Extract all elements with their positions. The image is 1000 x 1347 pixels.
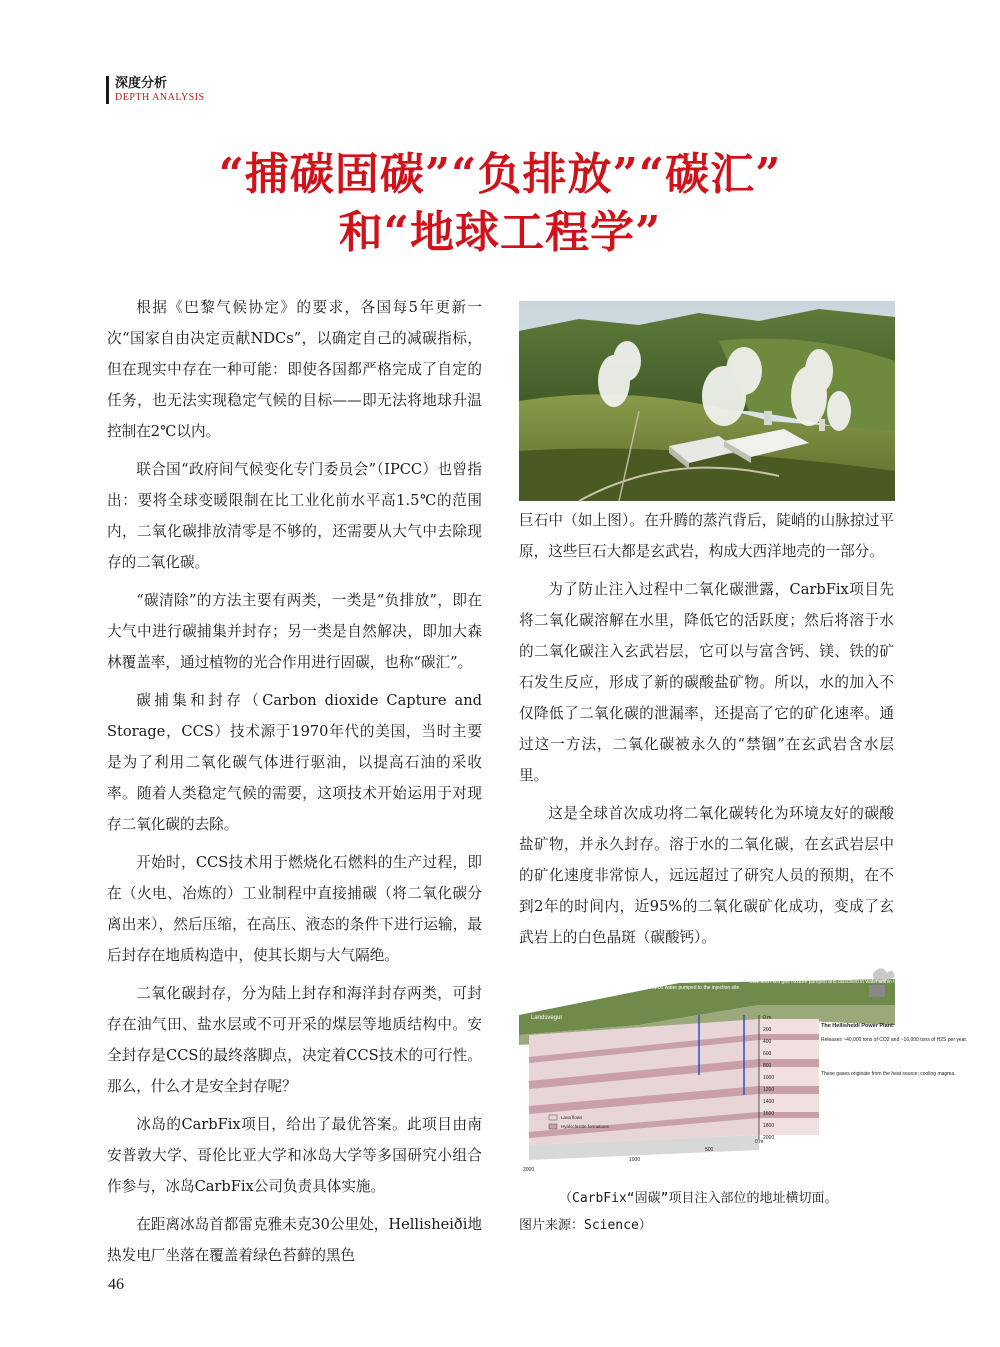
caption-line-1: （CarbFix“固碳”项目注入部位的地址横切面。 [559, 1191, 838, 1206]
diagram-plant-gases: These gases originate from the heat source; cooling magma. [821, 1071, 956, 1077]
paragraph: 为了防止注入过程中二氧化碳泄露，CarbFix项目先将二氧化碳溶解在水里，降低它的活跃度；然后将溶于水的二氧化碳注入玄武岩层，它可以与富含钙、镁、铁的矿石发生反应，形成了新的碳酸盐矿物。所以，水的加入不仅降低了二氧化碳的泄漏率，还提高了它的矿化速率。通过这一方法，二氧化碳被永久的“禁锢”在玄武岩含水层里。 [519, 581, 894, 784]
diagram-plant-title: The Hellisheidi Power Plant: [821, 1023, 895, 1029]
depth-label: 800 [763, 1063, 772, 1069]
section-title-en: DEPTH ANALYSIS [115, 92, 205, 103]
diagram-label-hn01: HN-01 water pumped to the injection site [649, 985, 740, 991]
paragraph: “碳清除”的方法主要有两类，一类是“负排放”，即在大气中进行碳捕集并封存；另一类是自然解决，即加大森林覆盖率，通过植物的光合作用进行固碳，也称“碳汇”。 [107, 592, 482, 671]
paragraph: 根据《巴黎气候协定》的要求，各国每5年更新一次“国家自由决定贡献NDCs”，以确定自己的减碳指标，但在现实中存在一种可能：即使各国都严格完成了自定的任务，也无法实现稳定气候的目标——即无法将地球升温控制在2℃以内。 [107, 299, 482, 440]
paragraph: 碳捕集和封存（Carbon dioxide Capture and Storage，CCS）技术源于1970年代的美国，当时主要是为了利用二氧化碳气体进行驱油，以提高石油的采收率。随着人类稳定气候的需要，这项技术开始运用于对现存二氧化碳的去除。 [107, 692, 482, 833]
bottom-tick: 2000 [523, 1167, 535, 1173]
paragraph: 巨石中（如上图）。在升腾的蒸汽背后，陡峭的山脉掠过平原，这些巨石大都是玄武岩，构成大西洋地壳的一部分。 [519, 512, 894, 560]
paragraph: 联合国“政府间气候变化专门委员会”（IPCC）也曾指出：要将全球变暖限制在比工业化前水平高1.5℃的范围内，二氧化碳排放清零是不够的，还需要从大气中去除现存的二氧化碳。 [107, 461, 482, 571]
legend-hyaloclastite: Hyaloclastite formations [561, 1124, 609, 1129]
paragraph: 开始时，CCS技术用于燃烧化石燃料的生产过程，即在（火电、冶炼的）工业制程中直接捕碳（将二氧化碳分离出来），然后压缩，在高压、液态的条件下进行运输，最后封存在地质构造中，使其长期与大气隔绝。 [107, 854, 482, 964]
depth-label: 200 [763, 1027, 772, 1033]
caption-line-2: 图片来源：Science） [519, 1218, 652, 1233]
power-plant-photo [519, 301, 895, 501]
diagram-plant-releases: Releases ~40,000 tons of CO2 and ~16,000 tons of H2S per year. [821, 1037, 968, 1043]
depth-label: 0 m [763, 1015, 772, 1021]
section-header [106, 76, 205, 104]
depth-label: 1200 [763, 1087, 775, 1093]
depth-label: 600 [763, 1051, 772, 1057]
page-number: 46 [108, 1276, 124, 1293]
depth-label: 1800 [763, 1123, 775, 1129]
depth-label: 1400 [763, 1099, 775, 1105]
depth-label: 2000 [763, 1135, 775, 1141]
bottom-tick: 1000 [629, 1157, 641, 1163]
left-column [107, 292, 482, 1278]
paragraph: 二氧化碳封存，分为陆上封存和海洋封存两类，可封存在油气田、盐水层或不可开采的煤层等地质结构中。安全封存是CCS的最终落脚点，决定着CCS技术的可行性。那么，什么才是安全封存呢？ [107, 985, 482, 1095]
right-column [519, 505, 894, 960]
depth-label: 1000 [763, 1075, 775, 1081]
depth-label: 1600 [763, 1111, 775, 1117]
article-title-line-1: “捕碳固碳”“负排放”“碳汇” [218, 149, 782, 200]
bottom-tick: 0 m [755, 1139, 764, 1145]
diagram-label-town: Landsvegur [531, 1015, 563, 1021]
article-title-line-2: 和“地球工程学” [338, 207, 662, 258]
figure-caption [519, 1185, 899, 1239]
paragraph: 在距离冰岛首都雷克雅未克30公里处，Hellisheiði地热发电厂坐落在覆盖着绿色苔藓的黑色 [107, 1216, 482, 1264]
bottom-tick: 500 [705, 1147, 714, 1153]
paragraph: 这是全球首次成功将二氧化碳转化为环境友好的碳酸盐矿物，并永久封存。溶于水的二氧化碳，在玄武岩层中的矿化速度非常惊人，远远超过了研究人员的预期，在不到2年的时间内，近95%的二氧化碳矿化成功，变成了玄武岩上的白色晶斑（碳酸钙）。 [519, 805, 894, 946]
geological-cross-section-diagram [519, 975, 968, 1175]
legend-lava: Lava flows [561, 1115, 583, 1120]
depth-label: 400 [763, 1039, 772, 1045]
paragraph: 冰岛的CarbFix项目，给出了最优答案。此项目由南安普敦大学、哥伦比亚大学和冰岛大学等多国研究小组合作参与，冰岛CarbFix公司负责具体实施。 [107, 1116, 482, 1195]
section-title-cn: 深度分析 [115, 76, 168, 91]
diagram-label-co2: CO2 and H2S gas mixture pumped and dissolved in water within the injection well HN-02 [749, 979, 946, 985]
